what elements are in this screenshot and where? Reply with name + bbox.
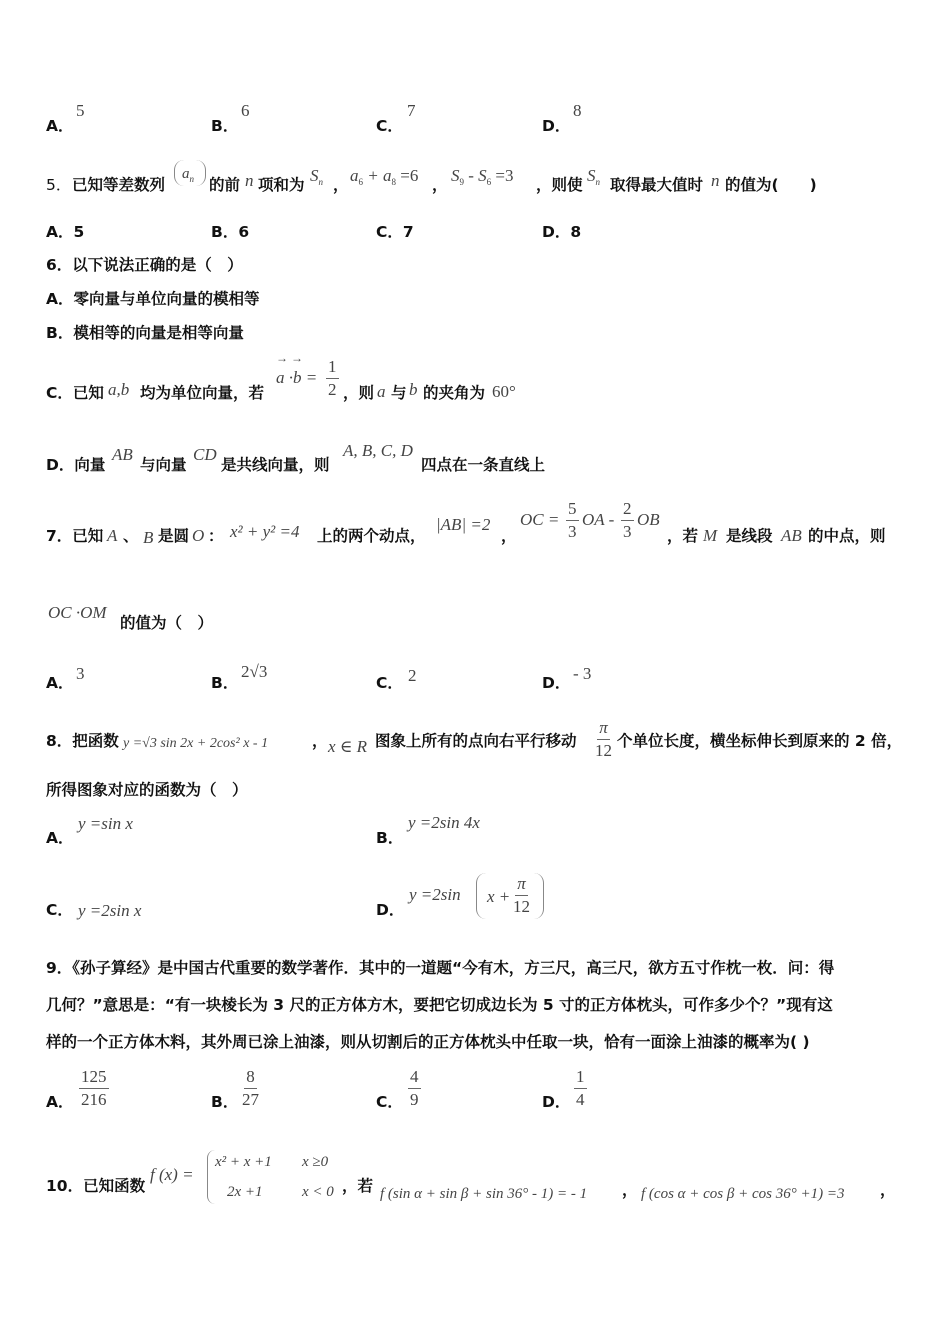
q7-text-4: ：	[208, 527, 224, 545]
q5-text-1: 已知等差数列	[72, 176, 166, 194]
q10-case-1-cond: x ≥0	[302, 1154, 329, 1170]
q5-math-n: n	[245, 171, 254, 190]
q9-label-b: B．	[211, 1093, 239, 1111]
q9-option-d: $\frac{1}{4}$	[576, 1067, 585, 1109]
q4-option-d: 8	[573, 101, 582, 120]
q7-math-O: O	[192, 526, 205, 545]
q8-label-d: D．	[376, 901, 405, 919]
q10-condition-2: f (cos α + cos β + cos 36° +1) =3	[641, 1186, 845, 1202]
q8-option-d-2: x +	[487, 887, 511, 906]
q5-text-3: 项和为	[258, 176, 305, 194]
q9-label-c: C．	[376, 1093, 403, 1111]
q8-math-function: y =√3 sin 2x + 2cos² x - 1	[123, 736, 269, 751]
q4-label-d: D．	[542, 117, 571, 135]
q7-math-ob: OB	[637, 510, 660, 529]
q6-vector-arrows: → →	[276, 351, 303, 365]
q7-text-9: 的中点，则	[808, 527, 886, 545]
q10-text-2: ，若	[342, 1177, 374, 1195]
q8-text-4: 个单位长度，横坐标伸长到原来的 2 倍，	[617, 732, 903, 750]
q7-text-1: 7．已知	[46, 527, 104, 545]
q6-option-d-text-1: D．向量	[46, 456, 106, 474]
q7-text-3: 是圆	[158, 527, 190, 545]
q10-text-1: 10．已知函数	[46, 1177, 146, 1195]
q7-math-oc: OC =	[520, 510, 560, 529]
q5-math-Sn: $S_n$	[310, 166, 323, 187]
q10-text-4: ，	[880, 1181, 896, 1199]
q8-text-1: 8．把函数	[46, 732, 119, 750]
q9-option-c: $\frac{4}{9}$	[410, 1067, 419, 1109]
q8-text-3: 图象上所有的点向右平行移动	[375, 732, 577, 750]
q5-text-8: 的值为( )	[725, 176, 817, 194]
q10-math-fx: f (x) =	[150, 1165, 194, 1184]
q4-label-c: C．	[376, 117, 403, 135]
q7-option-a: 3	[76, 664, 85, 683]
q5-option-b: B．6	[211, 223, 250, 241]
q6-math-ab: a,b	[108, 380, 130, 399]
q5-text-6: ，则使	[536, 176, 583, 194]
q7-label-a: A．	[46, 674, 74, 692]
q7-text-2: 、	[123, 527, 139, 545]
q6-math-deg: 60°	[492, 382, 516, 401]
q9-line-3: 样的一个正方体木料，其外周已涂上油漆，则从切割后的正方体枕头中任取一块，恰有一面涂上油漆的概率为( )	[46, 1033, 810, 1051]
q6-math-b: b	[409, 380, 418, 399]
q7-text-10: 的值为（ ）	[120, 614, 214, 632]
q7-math-circle: x² + y² =4	[230, 522, 300, 541]
q7-math-M: M	[703, 526, 718, 545]
q6-option-c-text-1: C．已知	[46, 384, 104, 402]
q6-stem: 6．以下说法正确的是（ ）	[46, 256, 243, 274]
q7-text-6: ，	[501, 527, 517, 545]
q6-option-d-text-3: 是共线向量，则	[221, 456, 330, 474]
q6-math-a: a	[377, 382, 386, 401]
q8-text-5: 所得图象对应的函数为（ ）	[46, 781, 248, 799]
q5-math-cond-1: $a_6 + a_8 =6$	[350, 166, 419, 187]
q10-case-1-expr: x² + x +1	[215, 1154, 272, 1170]
q7-label-b: B．	[211, 674, 239, 692]
q8-option-c: y =2sin x	[78, 901, 142, 920]
q6-math-points: A, B, C, D	[343, 441, 413, 460]
q5-text-5: ，	[432, 176, 448, 194]
q7-math-frac-2: $\frac{2}{3}$	[623, 499, 632, 541]
q5-text-7: 取得最大值时	[610, 176, 704, 194]
q7-math-frac-1: $\frac{5}{3}$	[568, 499, 577, 541]
q10-condition-1: f (sin α + sin β + sin 36° - 1) = - 1	[380, 1186, 588, 1202]
q6-math-CD: CD	[193, 445, 217, 464]
q5-number: 5．	[46, 176, 72, 194]
q4-option-a: 5	[76, 101, 85, 120]
q10-text-3: ，	[622, 1181, 638, 1199]
q4-option-c: 7	[407, 101, 416, 120]
q9-line-2: 几何？”意思是：“有一块棱长为 3 尺的正方体方木，要把它切成边长为 5 寸的正方体枕头，可作多少个？”现有这	[46, 996, 833, 1014]
q7-option-b: 2√3	[241, 662, 268, 681]
q9-label-a: A．	[46, 1093, 74, 1111]
q6-option-d-text-2: 与向量	[140, 456, 187, 474]
q5-math-an: $a_n$	[182, 166, 194, 184]
q5-text-2: 的前	[209, 176, 241, 194]
q6-math-frac: $\frac{1}{2}$	[328, 357, 337, 399]
q6-option-c-text-3: ，则	[343, 384, 375, 402]
q5-text-4: ，	[333, 176, 349, 194]
q8-option-d-frac: $\frac{\pi}{12}$	[513, 874, 530, 916]
q7-math-oa: OA -	[582, 510, 615, 529]
q9-line-1: 9．《孙子算经》是中国古代重要的数学著作．其中的一道题“今有木，方三尺，高三尺，欲方五寸作枕一枚．问：得	[46, 959, 835, 977]
q6-math-AB: AB	[112, 445, 133, 464]
q6-math-dot: a ·b =	[276, 368, 318, 387]
q7-math-A: A	[107, 526, 118, 545]
q4-option-b: 6	[241, 101, 250, 120]
q5-option-c: C．7	[376, 223, 414, 241]
q5-option-d: D．8	[542, 223, 582, 241]
q6-option-b: B．模相等的向量是相等向量	[46, 324, 244, 342]
q7-text-5: 上的两个动点，	[317, 527, 426, 545]
q7-option-c: 2	[408, 666, 417, 685]
q6-option-c-text-5: 的夹角为	[423, 384, 486, 402]
q7-label-d: D．	[542, 674, 571, 692]
q8-text-2: ，	[312, 732, 328, 750]
q9-option-b: $\frac{8}{27}$	[242, 1067, 259, 1109]
q7-math-dot-product: OC ·OM	[48, 603, 107, 622]
q4-label-a: A．	[46, 117, 74, 135]
q8-option-b: y =2sin 4x	[408, 813, 480, 832]
q8-option-d-1: y =2sin	[409, 885, 461, 904]
q8-label-c: C．	[46, 901, 73, 919]
q4-label-b: B．	[211, 117, 239, 135]
q5-option-a: A．5	[46, 223, 85, 241]
q7-math-AB: AB	[781, 526, 802, 545]
q7-label-c: C．	[376, 674, 403, 692]
q5-math-Sn-2: $S_n$	[587, 166, 600, 187]
q6-option-c-text-2: 均为单位向量，若	[140, 384, 265, 402]
q7-text-7: ，若	[667, 527, 699, 545]
q8-label-a: A．	[46, 829, 74, 847]
q6-option-d-text-4: 四点在一条直线上	[421, 456, 546, 474]
q10-case-2-expr: 2x +1	[227, 1184, 263, 1200]
q9-option-a: $\frac{125}{216}$	[81, 1067, 107, 1109]
q7-option-d: - 3	[573, 664, 592, 683]
q8-option-a: y =sin x	[78, 814, 133, 833]
q6-option-a: A．零向量与单位向量的模相等	[46, 290, 260, 308]
q7-math-B: B	[143, 528, 154, 547]
q5-math-cond-2: $S_9 - S_6 =3$	[451, 166, 514, 187]
q5-math-n-2: n	[711, 171, 720, 190]
q10-case-2-cond: x < 0	[302, 1184, 334, 1200]
q7-math-ab-length: |AB| =2	[436, 515, 491, 534]
q7-text-8: 是线段	[726, 527, 773, 545]
q8-label-b: B．	[376, 829, 404, 847]
q6-option-c-text-4: 与	[391, 384, 407, 402]
q8-math-domain: x ∈ R	[328, 737, 368, 756]
q8-math-pi-frac: $\frac{\pi}{12}$	[595, 718, 612, 760]
q9-label-d: D．	[542, 1093, 571, 1111]
